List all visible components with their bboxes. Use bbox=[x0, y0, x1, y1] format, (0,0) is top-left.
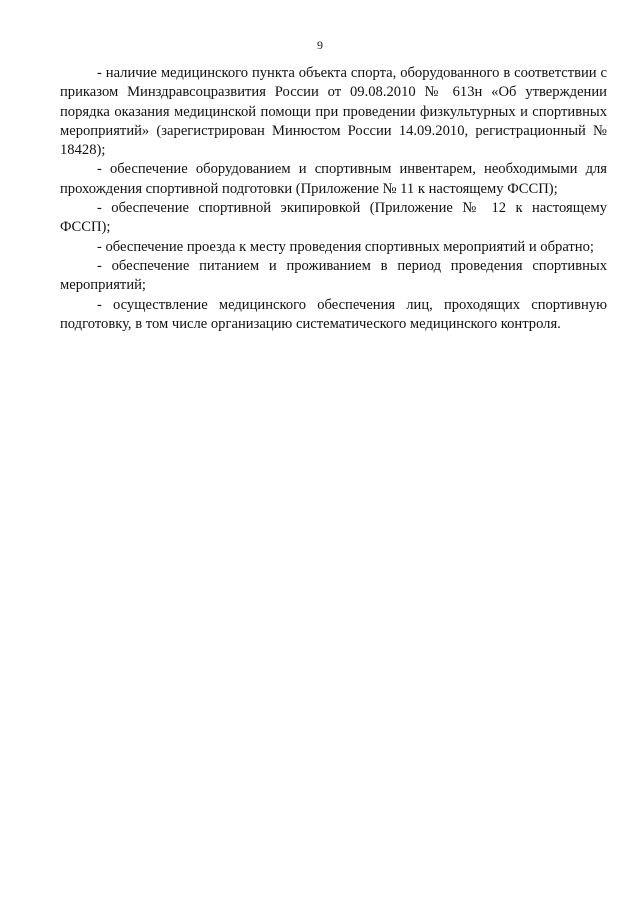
paragraph-equipment: - обеспечение оборудованием и спортивным инвентарем, необходимыми для прохождения спортивной подготовки (Приложение № 11 к настоящему ФССП); bbox=[60, 161, 607, 197]
paragraph-medical-support: - осуществление медицинского обеспечения лиц, проходящих спортивную подготовку, в том числе организацию систематического медицинского контроля. bbox=[60, 296, 607, 332]
paragraph-medical-point: - наличие медицинского пункта объекта спорта, оборудованного в соответствии с приказом Минздравсоцразвития России от 09.08.2010 № 613н «Об утверждении порядка оказания медицинской помощи при проведении физкультурных и спортивных мероприятий» (зарегистрирован Минюстом России 14.09.2010, регистрационный № 18428); bbox=[60, 65, 607, 159]
page-number: 9 bbox=[317, 38, 323, 52]
paragraph-sport-gear: - обеспечение спортивной экипировкой (Приложение № 12 к настоящему ФССП); bbox=[60, 200, 607, 236]
paragraph-food-lodging: - обеспечение питанием и проживанием в период проведения спортивных мероприятий; bbox=[60, 257, 607, 294]
document-body bbox=[60, 64, 607, 334]
paragraph-travel: - обеспечение проезда к месту проведения спортивных мероприятий и обратно; bbox=[97, 238, 594, 255]
